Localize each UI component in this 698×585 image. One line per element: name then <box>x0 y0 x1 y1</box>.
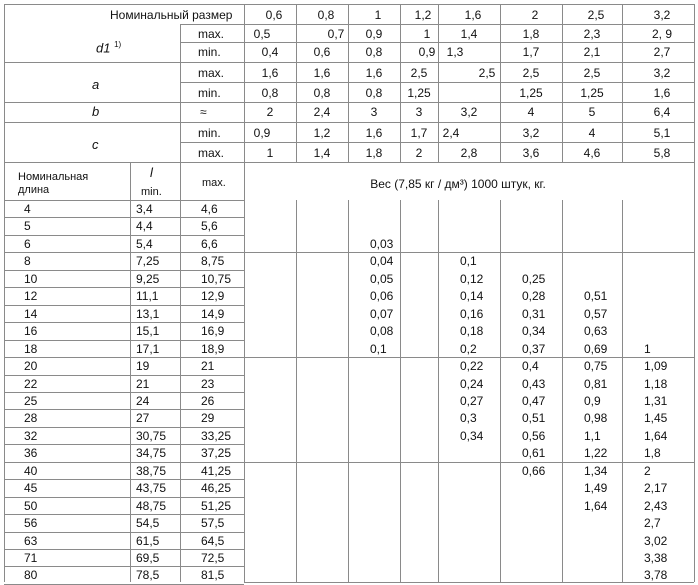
row-length: 4 <box>24 202 31 216</box>
grid-line <box>4 270 244 271</box>
row-l-min: 19 <box>136 359 150 374</box>
max-label: max. <box>198 66 225 80</box>
a-min-value: 0,8 <box>261 86 279 100</box>
grid-line <box>4 427 244 428</box>
a-min-value: 0,8 <box>313 86 331 100</box>
row-l-max: 26 <box>201 393 215 408</box>
c-max-value: 1,4 <box>313 146 331 160</box>
row-weight: 0,66 <box>522 463 546 478</box>
row-length: 20 <box>24 359 38 374</box>
row-length: 63 <box>24 533 38 548</box>
grid-line <box>4 532 244 533</box>
grid-line <box>4 217 244 218</box>
c-min-value: 2,4 <box>442 126 460 140</box>
row-l-max: 64,5 <box>201 533 225 548</box>
row-l-min: 4,4 <box>136 219 153 234</box>
c-min-value: 0,9 <box>253 126 271 140</box>
grid-line <box>4 392 244 393</box>
row-weight: 0,1 <box>460 254 477 269</box>
row-l-min: 30,75 <box>136 428 167 443</box>
row-weight: 0,34 <box>522 324 546 339</box>
row-l-min: 11,1 <box>136 289 159 304</box>
min-label: min. <box>198 126 221 140</box>
row-l-min: 15,1 <box>136 324 160 339</box>
c-max-value: 2,8 <box>460 146 478 160</box>
b-value: 3,2 <box>460 105 478 119</box>
a-min-value: 1,6 <box>653 86 671 100</box>
grid-line <box>180 42 694 43</box>
grid-line <box>296 200 297 582</box>
row-weight: 1,64 <box>584 498 608 513</box>
row-l-max: 41,25 <box>201 463 232 478</box>
row-l-min: 43,75 <box>136 481 167 496</box>
grid-line <box>296 4 297 162</box>
a-max-value: 1,6 <box>313 66 331 80</box>
a-max-value: 3,2 <box>653 66 671 80</box>
min-label: min. <box>198 45 221 59</box>
row-length: 5 <box>24 219 31 234</box>
row-l-min: 9,25 <box>136 271 160 286</box>
grid-line <box>4 322 244 323</box>
d1-min-value: 1,7 <box>522 45 540 59</box>
row-l-max: 12,9 <box>201 289 225 304</box>
row-weight: 0,12 <box>460 271 484 286</box>
row-l-min: 38,75 <box>136 463 167 478</box>
row-l-max: 4,6 <box>201 202 218 216</box>
a-max-value: 2,5 <box>522 66 540 80</box>
nominal-length-label: длина <box>18 184 50 196</box>
b-label: b <box>92 104 100 119</box>
b-value: 4 <box>527 105 535 119</box>
grid-line <box>4 4 5 582</box>
grid-line <box>622 200 623 582</box>
row-length: 32 <box>24 428 38 443</box>
row-length: 12 <box>24 289 38 304</box>
row-weight: 0,98 <box>584 411 608 426</box>
d1-min-value: 0,9 <box>418 45 436 59</box>
grid-line <box>4 514 244 515</box>
grid-line <box>180 62 181 162</box>
grid-line <box>4 444 244 445</box>
d1-label: d1 $^{1)}$ <box>96 40 122 56</box>
grid-line <box>4 200 244 201</box>
c-min-value: 1,7 <box>410 126 428 140</box>
row-length: 71 <box>24 551 38 565</box>
row-weight: 0,03 <box>370 236 394 251</box>
row-l-min: 17,1 <box>136 341 160 356</box>
b-value: 5 <box>588 105 596 119</box>
grid-line <box>400 200 401 582</box>
row-weight: 1,49 <box>584 481 608 496</box>
row-weight: 0,37 <box>522 341 546 356</box>
row-weight: 2 <box>644 463 651 478</box>
row-l-min: 13,1 <box>136 306 160 321</box>
d1-max-value: 2, 9 <box>651 27 673 41</box>
row-l-max: 29 <box>201 411 215 426</box>
row-l-max: 21 <box>201 359 215 374</box>
grid-line <box>180 24 694 25</box>
c-min-value: 4 <box>588 126 596 140</box>
a-max-value: 2,5 <box>478 66 496 80</box>
row-weight: 0,69 <box>584 341 608 356</box>
row-length: 10 <box>24 271 38 286</box>
row-l-min: 48,75 <box>136 498 167 513</box>
row-weight: 1,45 <box>644 411 668 426</box>
b-value: 2 <box>266 105 274 119</box>
row-l-min: 5,4 <box>136 236 153 251</box>
row-l-min: 34,75 <box>136 446 167 461</box>
d1-min-value: 2,1 <box>583 45 601 59</box>
row-l-max: 33,25 <box>201 428 232 443</box>
row-l-min: 24 <box>136 393 150 408</box>
row-weight: 0,27 <box>460 393 484 408</box>
max-label: max. <box>198 27 225 41</box>
row-l-max: 57,5 <box>201 516 225 531</box>
row-weight: 0,07 <box>370 306 394 321</box>
row-l-min: 27 <box>136 411 150 426</box>
row-l-max: 10,75 <box>201 271 232 286</box>
grid-line <box>4 375 244 376</box>
row-l-max: 37,25 <box>201 446 232 461</box>
weight-title: Вес (7,85 кг / дм³) 1000 штук, кг. <box>370 177 546 191</box>
row-weight: 0,47 <box>522 393 546 408</box>
row-length: 25 <box>24 393 38 408</box>
c-min-value: 5,1 <box>653 126 671 140</box>
a-min-value: 0,8 <box>365 86 383 100</box>
grid-line <box>694 4 695 582</box>
c-max-value: 5,8 <box>653 146 671 160</box>
row-weight: 0,18 <box>460 324 484 339</box>
b-value: 2,4 <box>313 105 331 119</box>
a-max-value: 2,5 <box>410 66 428 80</box>
grid-line <box>244 4 245 162</box>
row-weight: 1,22 <box>584 446 608 461</box>
size-value: 3,2 <box>653 8 671 22</box>
c-max-value: 3,6 <box>522 146 540 160</box>
row-l-max: 81,5 <box>201 568 225 583</box>
grid-line <box>348 200 349 582</box>
row-length: 56 <box>24 516 38 531</box>
row-length: 6 <box>24 236 31 251</box>
c-min-value: 3,2 <box>522 126 540 140</box>
grid-line <box>4 497 244 498</box>
d1-max-value: 0,5 <box>253 27 271 41</box>
d1-max-value: 2,3 <box>583 27 601 41</box>
grid-line <box>130 162 131 582</box>
row-length: 28 <box>24 411 38 426</box>
grid-line <box>4 4 694 5</box>
grid-line <box>4 62 694 63</box>
grid-line <box>4 409 244 410</box>
d1-max-value: 1,8 <box>522 27 540 41</box>
d1-min-value: 2,7 <box>653 45 671 59</box>
d1-max-value: 1 <box>423 27 431 41</box>
c-min-value: 1,6 <box>365 126 383 140</box>
row-length: 50 <box>24 498 38 513</box>
row-weight: 1,64 <box>644 428 668 443</box>
row-length: 36 <box>24 446 38 461</box>
row-weight: 1 <box>644 341 651 356</box>
a-min-value: 1,25 <box>519 86 543 100</box>
grid-line <box>4 162 694 163</box>
grid-line <box>4 479 244 480</box>
size-value: 1,6 <box>464 8 482 22</box>
grid-line <box>622 4 623 162</box>
grid-line <box>4 305 244 306</box>
grid-line <box>244 582 694 583</box>
d1-min-value: 0,8 <box>365 45 383 59</box>
l-max-label: max. <box>202 177 226 189</box>
row-weight: 1,1 <box>584 428 601 443</box>
row-weight: 0,63 <box>584 324 608 339</box>
row-weight: 3,78 <box>644 568 668 583</box>
row-weight: 0,3 <box>460 411 477 426</box>
grid-line <box>244 162 245 582</box>
d1-min-value: 0,4 <box>261 45 279 59</box>
row-length: 80 <box>24 568 38 583</box>
row-weight: 0,4 <box>522 359 539 374</box>
min-label: min. <box>198 86 221 100</box>
row-l-max: 8,75 <box>201 254 225 269</box>
a-max-value: 2,5 <box>583 66 601 80</box>
row-weight: 3,38 <box>644 551 668 565</box>
c-label: c <box>92 137 99 152</box>
c-max-value: 1,8 <box>365 146 383 160</box>
size-value: 0,8 <box>317 8 335 22</box>
row-weight: 0,25 <box>522 271 546 286</box>
b-value: 3 <box>370 105 378 119</box>
b-value: 6,4 <box>653 105 671 119</box>
row-weight: 0,75 <box>584 359 608 374</box>
row-weight: 2,43 <box>644 498 668 513</box>
c-max-value: 1 <box>266 146 274 160</box>
row-l-min: 3,4 <box>136 202 153 216</box>
grid-line <box>4 566 244 567</box>
grid-line <box>244 357 694 358</box>
a-max-value: 1,6 <box>261 66 279 80</box>
grid-line <box>562 4 563 162</box>
grid-line <box>4 549 244 550</box>
row-l-max: 5,6 <box>201 219 218 234</box>
grid-line <box>180 162 181 582</box>
size-value: 1 <box>374 8 382 22</box>
row-weight: 0,61 <box>522 446 546 461</box>
row-l-max: 14,9 <box>201 306 225 321</box>
row-weight: 0,9 <box>584 393 601 408</box>
d1-footnote-marker: 1) <box>114 40 122 49</box>
grid-line <box>500 4 501 162</box>
row-weight: 0,28 <box>522 289 546 304</box>
row-l-max: 46,25 <box>201 481 232 496</box>
row-l-min: 54,5 <box>136 516 160 531</box>
row-weight: 1,18 <box>644 376 668 391</box>
a-min-value: 1,25 <box>407 86 431 100</box>
grid-line <box>4 122 694 123</box>
grid-line <box>4 252 244 253</box>
d1-max-value: 1,4 <box>460 27 478 41</box>
row-l-max: 72,5 <box>201 551 225 565</box>
grid-line <box>500 200 501 582</box>
row-l-min: 78,5 <box>136 568 160 583</box>
d1-max-value: 0,7 <box>327 27 345 41</box>
grid-line <box>4 340 244 341</box>
row-weight: 0,2 <box>460 341 477 356</box>
row-weight: 0,24 <box>460 376 484 391</box>
row-weight: 0,56 <box>522 428 546 443</box>
row-weight: 0,34 <box>460 428 484 443</box>
grid-line <box>562 200 563 582</box>
c-min-value: 1,2 <box>313 126 331 140</box>
row-length: 40 <box>24 463 38 478</box>
row-length: 8 <box>24 254 31 269</box>
b-value: 3 <box>415 105 423 119</box>
row-length: 14 <box>24 306 38 321</box>
grid-line <box>244 252 694 253</box>
row-l-max: 16,9 <box>201 324 225 339</box>
row-l-min: 69,5 <box>136 551 160 565</box>
size-value: 1,2 <box>414 8 432 22</box>
row-weight: 1,8 <box>644 446 661 461</box>
l-label: l <box>150 165 153 180</box>
approx-label: ≈ <box>200 105 207 119</box>
size-value: 2,5 <box>587 8 605 22</box>
grid-line <box>4 235 244 236</box>
row-length: 22 <box>24 376 38 391</box>
grid-line <box>4 462 244 463</box>
row-l-max: 23 <box>201 376 215 391</box>
c-max-value: 4,6 <box>583 146 601 160</box>
row-weight: 0,04 <box>370 254 394 269</box>
row-l-min: 7,25 <box>136 254 160 269</box>
a-min-value: 1,25 <box>580 86 604 100</box>
row-l-min: 21 <box>136 376 150 391</box>
row-weight: 0,31 <box>522 306 546 321</box>
row-weight: 0,22 <box>460 359 484 374</box>
size-value: 0,6 <box>265 8 283 22</box>
grid-line <box>180 82 694 83</box>
row-l-min: 61,5 <box>136 533 160 548</box>
grid-line <box>180 24 181 62</box>
c-max-value: 2 <box>415 146 423 160</box>
row-weight: 1,34 <box>584 463 608 478</box>
row-weight: 0,81 <box>584 376 608 391</box>
row-weight: 2,7 <box>644 516 661 531</box>
size-value: 2 <box>531 8 539 22</box>
grid-line <box>4 102 694 103</box>
row-weight: 1,31 <box>644 393 668 408</box>
max-label: max. <box>198 146 225 160</box>
d1-min-value: 0,6 <box>313 45 331 59</box>
row-weight: 0,14 <box>460 289 484 304</box>
row-weight: 0,51 <box>522 411 546 426</box>
row-weight: 3,02 <box>644 533 668 548</box>
row-length: 45 <box>24 481 38 496</box>
row-weight: 0,05 <box>370 271 394 286</box>
row-weight: 1,09 <box>644 359 668 374</box>
nominal-size-label: Номинальный размер <box>110 8 233 22</box>
a-max-value: 1,6 <box>365 66 383 80</box>
d1-min-value: 1,3 <box>446 45 464 59</box>
grid-line <box>348 4 349 162</box>
d1-max-value: 0,9 <box>365 27 383 41</box>
row-weight: 0,08 <box>370 324 394 339</box>
row-weight: 0,43 <box>522 376 546 391</box>
row-l-max: 18,9 <box>201 341 225 356</box>
l-min-label: min. <box>141 186 162 198</box>
row-l-max: 6,6 <box>201 236 218 251</box>
a-label: a <box>92 77 100 92</box>
grid-line <box>180 142 694 143</box>
grid-line <box>438 4 439 162</box>
grid-line <box>4 287 244 288</box>
row-weight: 0,06 <box>370 289 394 304</box>
grid-line <box>438 200 439 582</box>
row-l-max: 51,25 <box>201 498 232 513</box>
row-weight: 0,1 <box>370 341 387 356</box>
nominal-length-label: Номинальная <box>18 171 89 183</box>
row-weight: 0,51 <box>584 289 608 304</box>
row-length: 16 <box>24 324 38 339</box>
grid-line <box>4 357 244 358</box>
row-weight: 0,57 <box>584 306 608 321</box>
row-weight: 2,17 <box>644 481 668 496</box>
row-length: 18 <box>24 341 38 356</box>
grid-line <box>244 462 694 463</box>
row-weight: 0,16 <box>460 306 484 321</box>
grid-line <box>400 4 401 162</box>
